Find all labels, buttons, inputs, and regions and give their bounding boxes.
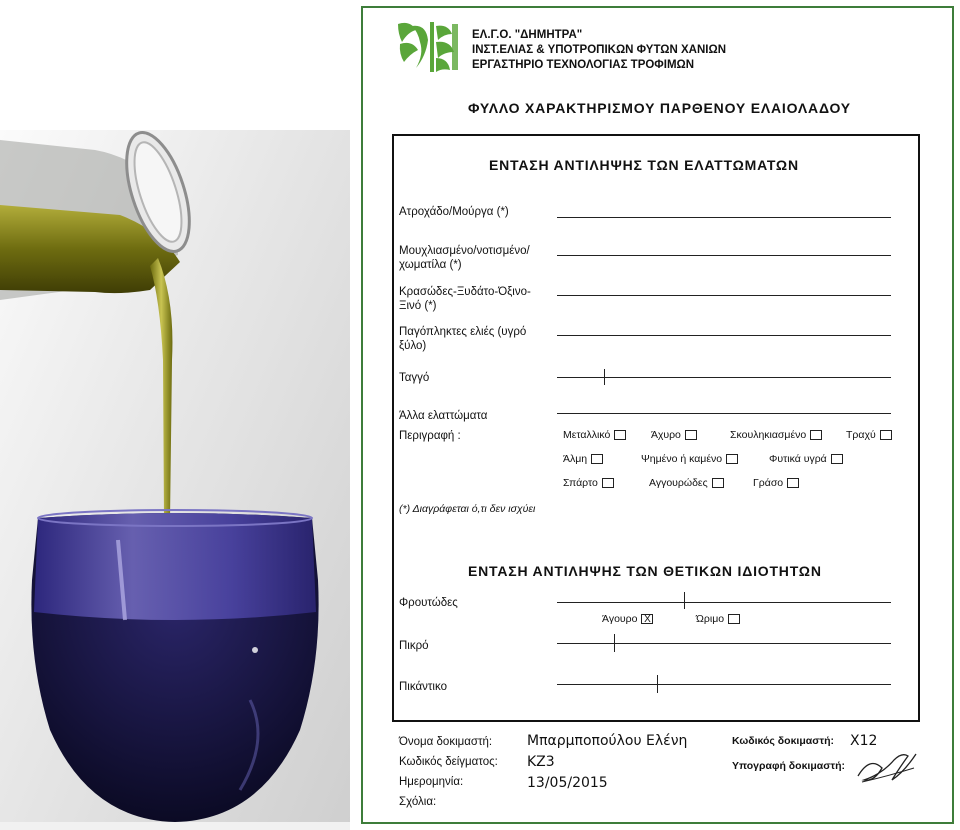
option-rough[interactable]: Τραχύ [846, 429, 892, 441]
institute-name: ΕΛ.Γ.Ο. "ΔΗΜΗΤΡΑ" [472, 29, 583, 41]
checkbox[interactable] [810, 430, 822, 440]
option-cucumber[interactable]: Αγγουρώδες [649, 477, 724, 489]
sample-code-value[interactable]: KZ3 [527, 754, 555, 770]
option-greasy[interactable]: Γράσο [753, 477, 799, 489]
taster-code-value[interactable]: X12 [850, 733, 878, 749]
defect-scale-winey[interactable] [557, 295, 891, 296]
laboratory-name: ΕΡΓΑΣΤΗΡΙΟ ΤΕΧΝΟΛΟΓΙΑΣ ΤΡΟΦΙΜΩΝ [472, 59, 695, 71]
defect-mark-rancid [604, 369, 605, 385]
checkbox[interactable] [685, 430, 697, 440]
taster-name-label: Όνομα δοκιμαστή: [399, 736, 493, 748]
positive-scale-pungent[interactable] [557, 684, 891, 685]
defect-label-rancid: Ταγγό [399, 372, 430, 384]
taster-signature [852, 746, 922, 788]
positive-label-fruity: Φρουτώδες [399, 597, 458, 609]
positive-mark-bitter [614, 634, 615, 652]
defect-scale-fusty[interactable] [557, 217, 891, 218]
positive-mark-pungent [657, 675, 658, 693]
positives-section-title: ΕΝΤΑΣΗ ΑΝΤΙΛΗΨΗΣ ΤΩΝ ΘΕΤΙΚΩΝ ΙΔΙΟΤΗΤΩΝ [468, 563, 822, 579]
date-value[interactable]: 13/05/2015 [527, 775, 608, 791]
positive-label-pungent: Πικάντικο [399, 681, 447, 693]
checkbox[interactable] [712, 478, 724, 488]
positive-scale-fruity[interactable] [557, 602, 891, 603]
option-hay[interactable]: Άχυρο [651, 429, 697, 441]
positive-label-bitter: Πικρό [399, 640, 429, 652]
taster-code-label: Κωδικός δοκιμαστή: [732, 735, 835, 747]
defect-scale-rancid[interactable] [557, 377, 891, 378]
defect-label-musty: Μουχλιασμένο/νοτισμένο/ χωματίλα (*) [399, 245, 530, 271]
option-metallic[interactable]: Μεταλλικό [563, 429, 626, 441]
checkbox[interactable] [614, 430, 626, 440]
defect-scale-other[interactable] [557, 413, 891, 414]
footnote: (*) Διαγράφεται ό,τι δεν ισχύει [399, 503, 536, 515]
option-green-fruity[interactable]: Άγουρο X [602, 613, 653, 625]
institute-branch: ΙΝΣΤ.ΕΛΙΑΣ & ΥΠΟΤΡΟΠΙΚΩΝ ΦΥΤΩΝ ΧΑΝΙΩΝ [472, 44, 726, 56]
institute-logo [396, 20, 464, 74]
option-heated-burnt[interactable]: Ψημένο ή καμένο [641, 453, 738, 465]
defect-label-winey: Κρασώδες-Ξυδάτο-Όξινο- Ξινό (*) [399, 286, 531, 312]
institute-header [472, 28, 726, 73]
signature-label: Υπογραφή δοκιμαστή: [732, 760, 846, 772]
checkbox-checked[interactable]: X [641, 614, 653, 624]
option-grubby[interactable]: Σκουληκιασμένο [730, 429, 822, 441]
date-label: Ημερομηνία: [399, 776, 464, 788]
defect-label-fusty: Ατροχάδο/Μούργα (*) [399, 206, 509, 218]
defect-scale-musty[interactable] [557, 255, 891, 256]
checkbox[interactable] [831, 454, 843, 464]
checkbox[interactable] [602, 478, 614, 488]
taster-name-value[interactable]: Μπαρμποπούλου Ελένη [527, 733, 688, 749]
olive-oil-photo [0, 0, 350, 830]
option-brine[interactable]: Άλμη [563, 453, 603, 465]
positive-scale-bitter[interactable] [557, 643, 891, 644]
sample-code-label: Κωδικός δείγματος: [399, 756, 498, 768]
checkbox[interactable] [726, 454, 738, 464]
option-ripe-fruity[interactable]: Ώριμο [696, 613, 740, 625]
option-esparto[interactable]: Σπάρτο [563, 477, 614, 489]
checkbox[interactable] [591, 454, 603, 464]
positive-mark-fruity [684, 592, 685, 609]
checkbox[interactable] [728, 614, 740, 624]
checkbox[interactable] [880, 430, 892, 440]
checkbox[interactable] [787, 478, 799, 488]
evaluation-panel [392, 134, 920, 722]
option-vegetable-water[interactable]: Φυτικά υγρά [769, 453, 843, 465]
defect-label-other: Άλλα ελαττώματα [399, 410, 488, 422]
description-label: Περιγραφή : [399, 430, 461, 442]
defects-section-title: ΕΝΤΑΣΗ ΑΝΤΙΛΗΨΗΣ ΤΩΝ ΕΛΑΤΤΩΜΑΤΩΝ [489, 157, 799, 173]
defect-scale-frostbitten[interactable] [557, 335, 891, 336]
comments-label: Σχόλια: [399, 796, 437, 808]
document-title: ΦΥΛΛΟ ΧΑΡΑΚΤΗΡΙΣΜΟΥ ΠΑΡΘΕΝΟΥ ΕΛΑΙΟΛΑΔΟΥ [468, 100, 851, 116]
defect-label-frostbitten: Παγόπληκτες ελιές (υγρό ξύλο) [399, 326, 527, 352]
